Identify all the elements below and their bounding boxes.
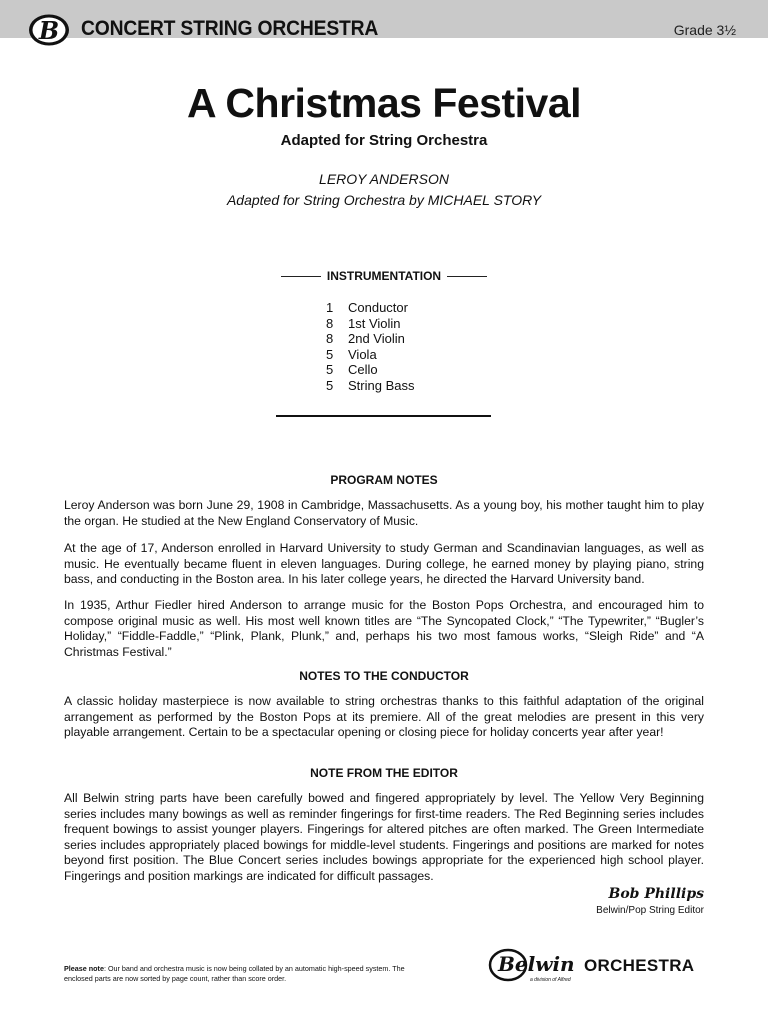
composer: LEROY ANDERSON: [319, 171, 449, 187]
belwin-orchestra-text: ORCHESTRA: [584, 956, 695, 975]
belwin-division-text: a division of Alfred: [530, 977, 571, 983]
program-notes-paragraph-1: Leroy Anderson was born June 29, 1908 in Cambridge, Massachusetts. As a young boy, his mother taught him to play the organ. He studied at the New England Conservatory of Music.: [64, 498, 704, 528]
part-name: Conductor: [348, 300, 408, 315]
list-item: [326, 300, 414, 316]
belwin-orchestra-logo: [488, 946, 708, 986]
list-item: [326, 347, 414, 363]
part-name: Viola: [348, 346, 377, 362]
subtitle: Adapted for String Orchestra: [280, 132, 488, 149]
part-quantity: 5: [326, 362, 334, 378]
instrumentation-heading: [0, 269, 768, 283]
part-quantity: 8: [326, 331, 334, 347]
list-item: [326, 331, 414, 347]
signature-role: Belwin/Pop String Editor: [596, 905, 704, 916]
part-name: 2nd Violin: [348, 331, 405, 347]
belwin-b-logo-icon: [28, 13, 70, 47]
part-name: 1st Violin: [348, 315, 401, 331]
part-name: String Bass: [348, 377, 415, 393]
instrumentation-divider: [276, 415, 491, 417]
editor-note-paragraph: All Belwin string parts have been carefully bowed and fingered appropriately by level. The Yellow Very Beginning series includes many bowings as well as reminder fingerings for first-time readers. The Red Beginning series includes frequent bowings to assist younger players. Fingerings for altered pitches are often marked. The Green Intermediate series includes appropriately placed bowings for middle-level students. Fingerings and positions are marked for notes beyond first position. The Blue Concert series includes bowings appropriate for the experienced high school player. Fingerings and position markings are indicated for difficult passages.: [64, 791, 704, 883]
footer-note-label: Please note: [64, 964, 104, 973]
list-item: [326, 316, 414, 332]
part-name: Cello: [348, 362, 378, 378]
instrumentation-heading-text: INSTRUMENTATION: [326, 269, 442, 283]
page-title: A Christmas Festival: [186, 80, 582, 126]
signature-name: Bob Phillips: [608, 886, 704, 902]
instrumentation-list: [326, 300, 414, 394]
part-quantity: 1: [326, 300, 334, 315]
arranger: Adapted for String Orchestra by MICHAEL STORY: [226, 192, 542, 208]
conductor-notes-paragraph: A classic holiday masterpiece is now available to string orchestras thanks to this faithful adaptation of the original arrangement as performed by the Boston Pops at its premiere. All of the great melodies are present in this very playable arrangement. Certain to be a spectacular opening or closing piece for holiday concerts year after year!: [64, 694, 704, 740]
program-notes-heading: PROGRAM NOTES: [330, 473, 438, 487]
program-notes-paragraph-2: At the age of 17, Anderson enrolled in Harvard University to study German and Scandinavian languages, as well as music. He eventually became fluent in eleven languages. During college, he earned money by playing piano, string bass, and conducting in the Boston area. In his later college years, he directed the Harvard University band.: [64, 541, 704, 587]
footer-note: [64, 964, 434, 984]
list-item: [326, 362, 414, 378]
list-item: [326, 378, 414, 394]
heading-rule-right: [447, 276, 487, 277]
heading-rule-left: [281, 276, 321, 277]
conductor-notes-heading: NOTES TO THE CONDUCTOR: [299, 669, 469, 683]
svg-text:B: B: [38, 16, 60, 45]
editor-note-heading: NOTE FROM THE EDITOR: [310, 766, 458, 780]
grade-label: Grade 3½: [673, 22, 736, 38]
footer-note-text: : Our band and orchestra music is now being collated by an automatic high-speed system. The enclosed parts are now sorted by page count, rather than score order.: [64, 964, 405, 983]
part-quantity: 5: [326, 346, 334, 362]
series-title: CONCERT STRING ORCHESTRA: [81, 17, 379, 40]
belwin-wordmark: Belwin: [498, 952, 575, 976]
program-notes-paragraph-3: In 1935, Arthur Fiedler hired Anderson to arrange music for the Boston Pops Orchestra, and encouraged him to compose original music as well. His most well known titles are “The Syncopated Clock,” “The Typewriter,” “Bugler’s Holiday,” “Fiddle-Faddle,” “Plink, Plank, Plunk,” and, perhaps his two most famous works, “Sleigh Ride” and “A Christmas Festival.”: [64, 598, 704, 659]
part-quantity: 5: [326, 377, 334, 393]
part-quantity: 8: [326, 315, 334, 331]
